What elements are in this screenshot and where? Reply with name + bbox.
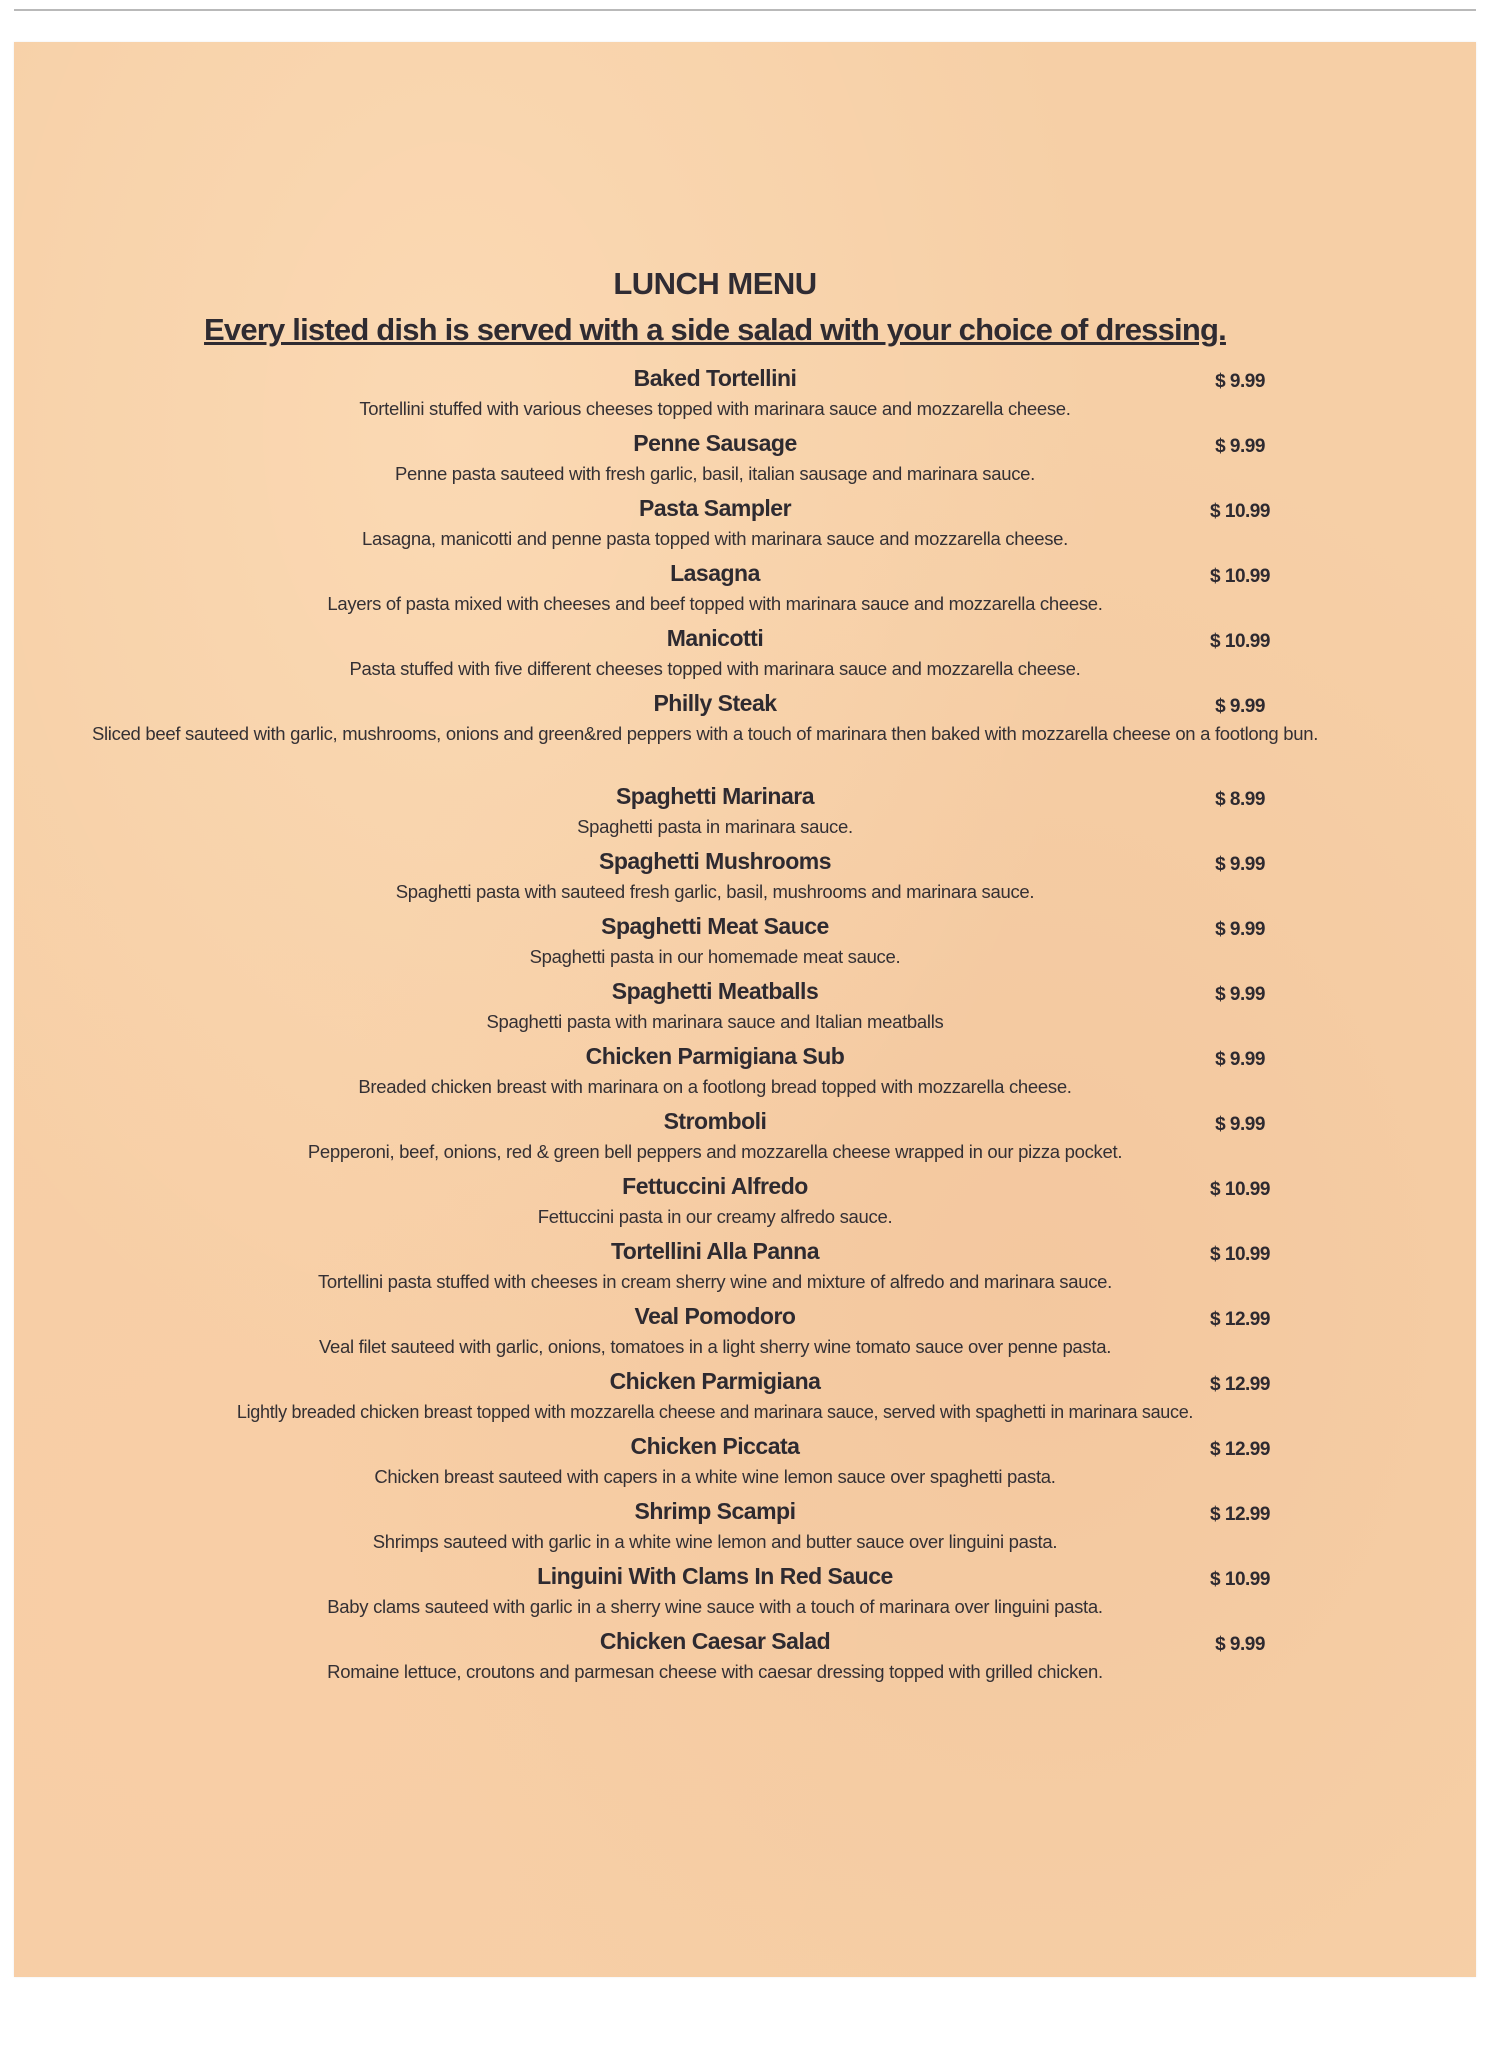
item-description: Veal filet sauteed with garlic, onions, tomatoes in a light sherry wine tomato sauce over penne pasta. <box>318 1336 1112 1357</box>
item-name: Pasta Sampler <box>638 495 792 521</box>
item-description: Layers of pasta mixed with cheeses and beef topped with marinara sauce and mozzarella cheese. <box>327 593 1103 614</box>
menu-item <box>0 1170 1491 1235</box>
item-price: $ 12.99 <box>1210 1374 1270 1395</box>
item-name: Lasagna <box>670 560 760 586</box>
item-description: Romaine lettuce, croutons and parmesan cheese with caesar dressing topped with grilled chicken. <box>327 1661 1103 1682</box>
item-price: $ 9.99 <box>1215 1049 1265 1070</box>
item-description: Spaghetti pasta with sauteed fresh garlic, basil, mushrooms and marinara sauce. <box>395 881 1035 902</box>
menu-item <box>0 687 1491 780</box>
item-description: Penne pasta sauteed with fresh garlic, basil, italian sausage and marinara sauce. <box>394 463 1036 484</box>
menu-item <box>0 1040 1491 1105</box>
menu-item <box>0 362 1491 427</box>
item-name: Fettuccini Alfredo <box>622 1173 808 1199</box>
item-price: $ 10.99 <box>1210 1244 1270 1265</box>
item-price: $ 9.99 <box>1215 371 1265 392</box>
item-price: $ 12.99 <box>1210 1504 1270 1525</box>
item-price: $ 9.99 <box>1215 696 1265 717</box>
menu-subtitle: Every listed dish is served with a side salad with your choice of dressing. <box>204 312 1226 347</box>
item-name: Penne Sausage <box>633 430 797 456</box>
item-description: Lasagna, manicotti and penne pasta topped with marinara sauce and mozzarella cheese. <box>361 528 1068 549</box>
item-price: $ 10.99 <box>1210 631 1270 652</box>
item-description: Fettuccini pasta in our creamy alfredo sauce. <box>537 1206 893 1227</box>
item-price: $ 10.99 <box>1210 501 1270 522</box>
item-name: Spaghetti Mushrooms <box>598 848 831 874</box>
item-name: Manicotti <box>666 625 764 651</box>
item-name: Chicken Parmigiana <box>609 1368 821 1394</box>
item-name: Chicken Piccata <box>630 1433 800 1459</box>
item-price: $ 9.99 <box>1215 984 1265 1005</box>
menu-item <box>0 1625 1491 1690</box>
menu-item <box>0 1430 1491 1495</box>
item-description: Lightly breaded chicken breast topped with mozzarella cheese and marinara sauce, served with spaghetti in marinara sauce. <box>236 1402 1194 1422</box>
item-price: $ 9.99 <box>1215 1634 1265 1655</box>
item-name: Philly Steak <box>653 690 777 716</box>
menu-item <box>0 622 1491 687</box>
item-name: Chicken Parmigiana Sub <box>585 1043 845 1069</box>
item-price: $ 12.99 <box>1210 1439 1270 1460</box>
menu-item <box>0 1560 1491 1625</box>
item-price: $ 8.99 <box>1215 789 1265 810</box>
menu-item <box>0 1235 1491 1300</box>
item-name: Veal Pomodoro <box>634 1303 796 1329</box>
item-name: Tortellini Alla Panna <box>610 1238 820 1264</box>
item-name: Spaghetti Marinara <box>615 783 815 809</box>
item-description: Spaghetti pasta with marinara sauce and Italian meatballs <box>486 1011 944 1032</box>
item-name: Chicken Caesar Salad <box>599 1628 831 1654</box>
item-price: $ 10.99 <box>1210 1179 1270 1200</box>
item-description: Spaghetti pasta in marinara sauce. <box>577 816 853 837</box>
item-name: Shrimp Scampi <box>634 1498 796 1524</box>
menu-item-list <box>0 362 1491 1690</box>
menu-item <box>0 1495 1491 1560</box>
menu-item <box>0 910 1491 975</box>
item-price: $ 10.99 <box>1210 1569 1270 1590</box>
menu-item <box>0 557 1491 622</box>
item-name: Baked Tortellini <box>633 365 797 391</box>
item-description: Sliced beef sauteed with garlic, mushrooms, onions and green&red peppers with a touch of marinara then baked with mozzarella cheese on a footlong bun. <box>91 723 1319 744</box>
item-price: $ 9.99 <box>1215 1114 1265 1135</box>
item-description: Pepperoni, beef, onions, red & green bell peppers and mozzarella cheese wrapped in our pizza pocket. <box>307 1141 1123 1162</box>
item-name: Linguini With Clams In Red Sauce <box>537 1563 893 1589</box>
item-description: Tortellini stuffed with various cheeses topped with marinara sauce and mozzarella cheese. <box>359 398 1071 419</box>
item-price: $ 9.99 <box>1215 436 1265 457</box>
item-price: $ 12.99 <box>1210 1309 1270 1330</box>
menu-item <box>0 427 1491 492</box>
item-description: Baby clams sauteed with garlic in a sherry wine sauce with a touch of marinara over linguini pasta. <box>327 1596 1103 1617</box>
item-price: $ 9.99 <box>1215 854 1265 875</box>
item-description: Shrimps sauteed with garlic in a white wine lemon and butter sauce over linguini pasta. <box>372 1531 1058 1552</box>
item-description: Pasta stuffed with five different cheeses topped with marinara sauce and mozzarella cheese. <box>349 658 1081 679</box>
item-description: Breaded chicken breast with marinara on a footlong bread topped with mozzarella cheese. <box>358 1076 1072 1097</box>
item-name: Spaghetti Meatballs <box>611 978 819 1004</box>
item-description: Tortellini pasta stuffed with cheeses in cream sherry wine and mixture of alfredo and marinara sauce. <box>317 1271 1113 1292</box>
menu-item <box>0 1300 1491 1365</box>
item-name: Stromboli <box>663 1108 767 1134</box>
item-description: Spaghetti pasta in our homemade meat sauce. <box>529 946 901 967</box>
menu-item <box>0 975 1491 1040</box>
menu-item <box>0 1365 1491 1430</box>
menu-item <box>0 1105 1491 1170</box>
item-description: Chicken breast sauteed with capers in a white wine lemon sauce over spaghetti pasta. <box>374 1466 1056 1487</box>
menu-item <box>0 492 1491 557</box>
menu-item <box>0 845 1491 910</box>
item-name: Spaghetti Meat Sauce <box>601 913 829 939</box>
scan-edge-line <box>14 9 1476 11</box>
item-price: $ 10.99 <box>1210 566 1270 587</box>
menu-item <box>0 780 1491 845</box>
menu-title: LUNCH MENU <box>613 266 817 301</box>
item-price: $ 9.99 <box>1215 919 1265 940</box>
